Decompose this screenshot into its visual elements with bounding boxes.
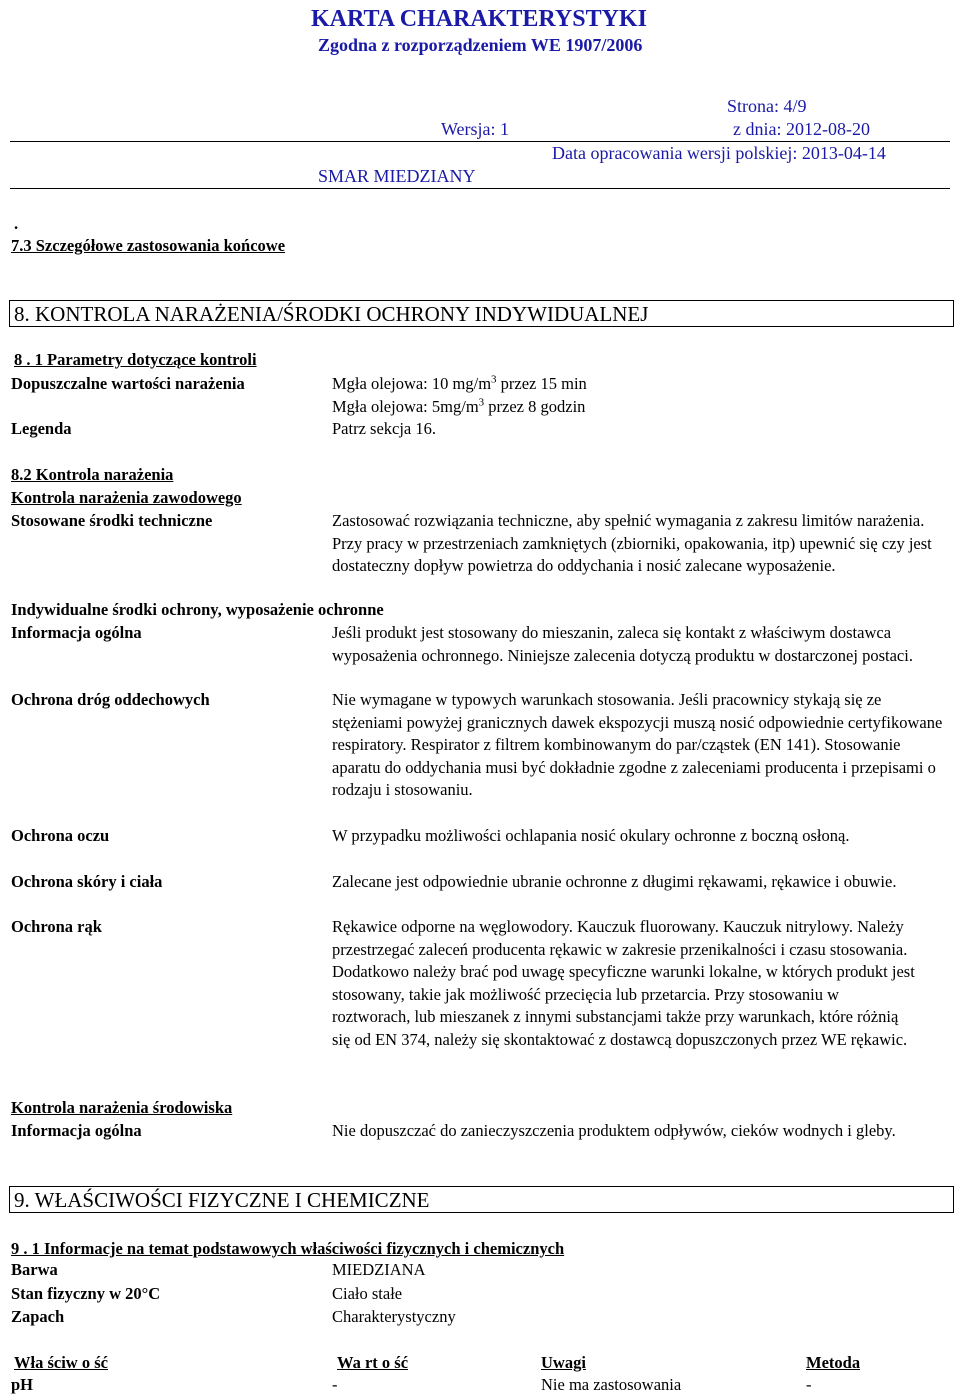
section-9-heading [9,1186,954,1213]
legend-value: Patrz sekcja 16. [332,419,437,438]
limit-1-exponent: 3 [491,373,497,386]
limits-label: Dopuszczalne wartości narażenia [11,374,245,393]
limit-2 [332,397,585,417]
section-dot: . [14,214,19,233]
table-cell-value: - [332,1375,338,1394]
section-7-3-title: 7.3 Szczegółowe zastosowania końcowe [11,236,286,255]
occupational-exposure-title: Kontrola narażenia zawodowego [11,488,242,507]
environmental-exposure-title: Kontrola narażenia środowiska [11,1098,233,1117]
respiratory-text: Nie wymagane w typowych warunkach stosowania. Jeśli pracownicy stykają się ze stężeniami powyżej granicznych dawek ekspozycji muszą nosić odpowiednie certyfikowane respiratory. Respirator z filtrem kombinowanym do par/cząstek (EN 141). Stosowanie aparatu do oddychania musi być dokładnie zgodne z zaleceniami producenta i przepisami o rodzaju i stosowaniu. [332,690,943,799]
table-cell-property: pH [11,1375,34,1394]
ppe-title: Indywidualne środki ochrony, wyposażenie ochronne [11,600,384,619]
limit-2-exponent: 3 [478,396,485,409]
skin-protection-text: Zalecane jest odpowiednie ubranie ochronne z długimi rękawami, rękawice i obuwie. [332,872,897,891]
property-label-colour: Barwa [11,1260,58,1279]
legend-label: Legenda [11,419,72,438]
table-cell-notes: Nie ma zastosowania [541,1375,682,1394]
eye-protection-text: W przypadku możliwości ochlapania nosić okulary ochronne z boczną osłoną. [332,826,850,845]
general-info-label: Informacja ogólna [11,623,142,642]
version: Wersja: 1 [441,119,510,139]
hand-protection-text: Rękawice odporne na węglowodory. Kauczuk fluorowany. Kauczuk nitrylowy. Należy przestrzegać zaleceń producenta rękawic w zakresie przenikalności i czasu stosowania. Dodatkowo należy brać pod uwagę specyficzne warunki lokalne, w których produkt jest stosowany, takie jak możliwość przecięcia lub przetarcia. Przy stosowaniu w roztworach, lub mieszanek z innymi substancjami także przy warunkach, które różnią się od EN 374, należy się skontaktować z dostawcą dopuszczonych przez WE rękawic. [332,917,915,1049]
table-header-property: Wła ściw o ść [14,1353,108,1372]
header-divider [10,141,950,142]
limit-1 [332,374,587,394]
table-header-notes: Uwagi [541,1353,586,1372]
table-header-value: Wa rt o ść [337,1353,409,1372]
hand-protection-label: Ochrona rąk [11,917,102,936]
property-value-odour: Charakterystyczny [332,1307,456,1326]
technical-measures-label: Stosowane środki techniczne [11,511,213,530]
environmental-info-label: Informacja ogólna [11,1121,142,1140]
property-label-odour: Zapach [11,1307,65,1326]
version-date: z dnia: 2012-08-20 [733,119,870,139]
document-subtitle: Zgodna z rozporządzeniem WE 1907/2006 [318,35,643,55]
limit-1-duration: przez 15 min [496,374,587,393]
property-value-colour: MIEDZIANA [332,1260,426,1279]
section-8-1-title: 8 . 1 Parametry dotyczące kontroli [14,350,257,369]
section-9-1-title: 9 . 1 Informacje na temat podstawowych właściwości fizycznych i chemicznych [11,1239,565,1258]
skin-protection-label: Ochrona skóry i ciała [11,872,163,891]
property-value-state: Ciało stałe [332,1284,403,1303]
respiratory-label: Ochrona dróg oddechowych [11,690,210,709]
table-cell-method: - [806,1375,812,1394]
eye-protection-label: Ochrona oczu [11,826,110,845]
section-8-heading [9,300,954,327]
limit-1-text: Mgła olejowa: 10 mg/m [332,374,492,393]
polish-version-date: Data opracowania wersji polskiej: 2013-04-14 [552,143,886,163]
environmental-info-text: Nie dopuszczać do zanieczyszczenia produktem odpływów, cieków wodnych i gleby. [332,1121,896,1140]
limit-2-text: Mgła olejowa: 5mg/m [332,397,479,416]
section-8-2-title: 8.2 Kontrola narażenia [11,465,174,484]
property-label-state: Stan fizyczny w 20°C [11,1284,161,1303]
product-name: SMAR MIEDZIANY [318,166,476,186]
section-9-title: 9. WŁAŚCIWOŚCI FIZYCZNE I CHEMICZNE [14,1188,430,1212]
page-number: Strona: 4/9 [727,96,807,116]
technical-measures-text: Zastosować rozwiązania techniczne, aby spełnić wymagania z zakresu limitów narażenia. Przy pracy w przestrzeniach zamkniętych (zbiorniki, opakowania, itp) upewnić się czy jest dostateczny dopływ powietrza do oddychania i nosić zalecane wyposażenie. [332,511,932,575]
limit-2-duration: przez 8 godzin [484,397,586,416]
header-bottom-border [10,188,950,189]
document-title: KARTA CHARAKTERYSTYKI [311,6,647,32]
general-info-text: Jeśli produkt jest stosowany do mieszanin, zaleca się kontakt z właściwym dostawca wyposażenia ochronnego. Niniejsze zalecenia dotyczą produktu w dostarczonej postaci. [332,623,913,665]
table-header-method: Metoda [806,1353,861,1372]
section-8-title: 8. KONTROLA NARAŻENIA/ŚRODKI OCHRONY INDYWIDUALNEJ [14,302,649,326]
